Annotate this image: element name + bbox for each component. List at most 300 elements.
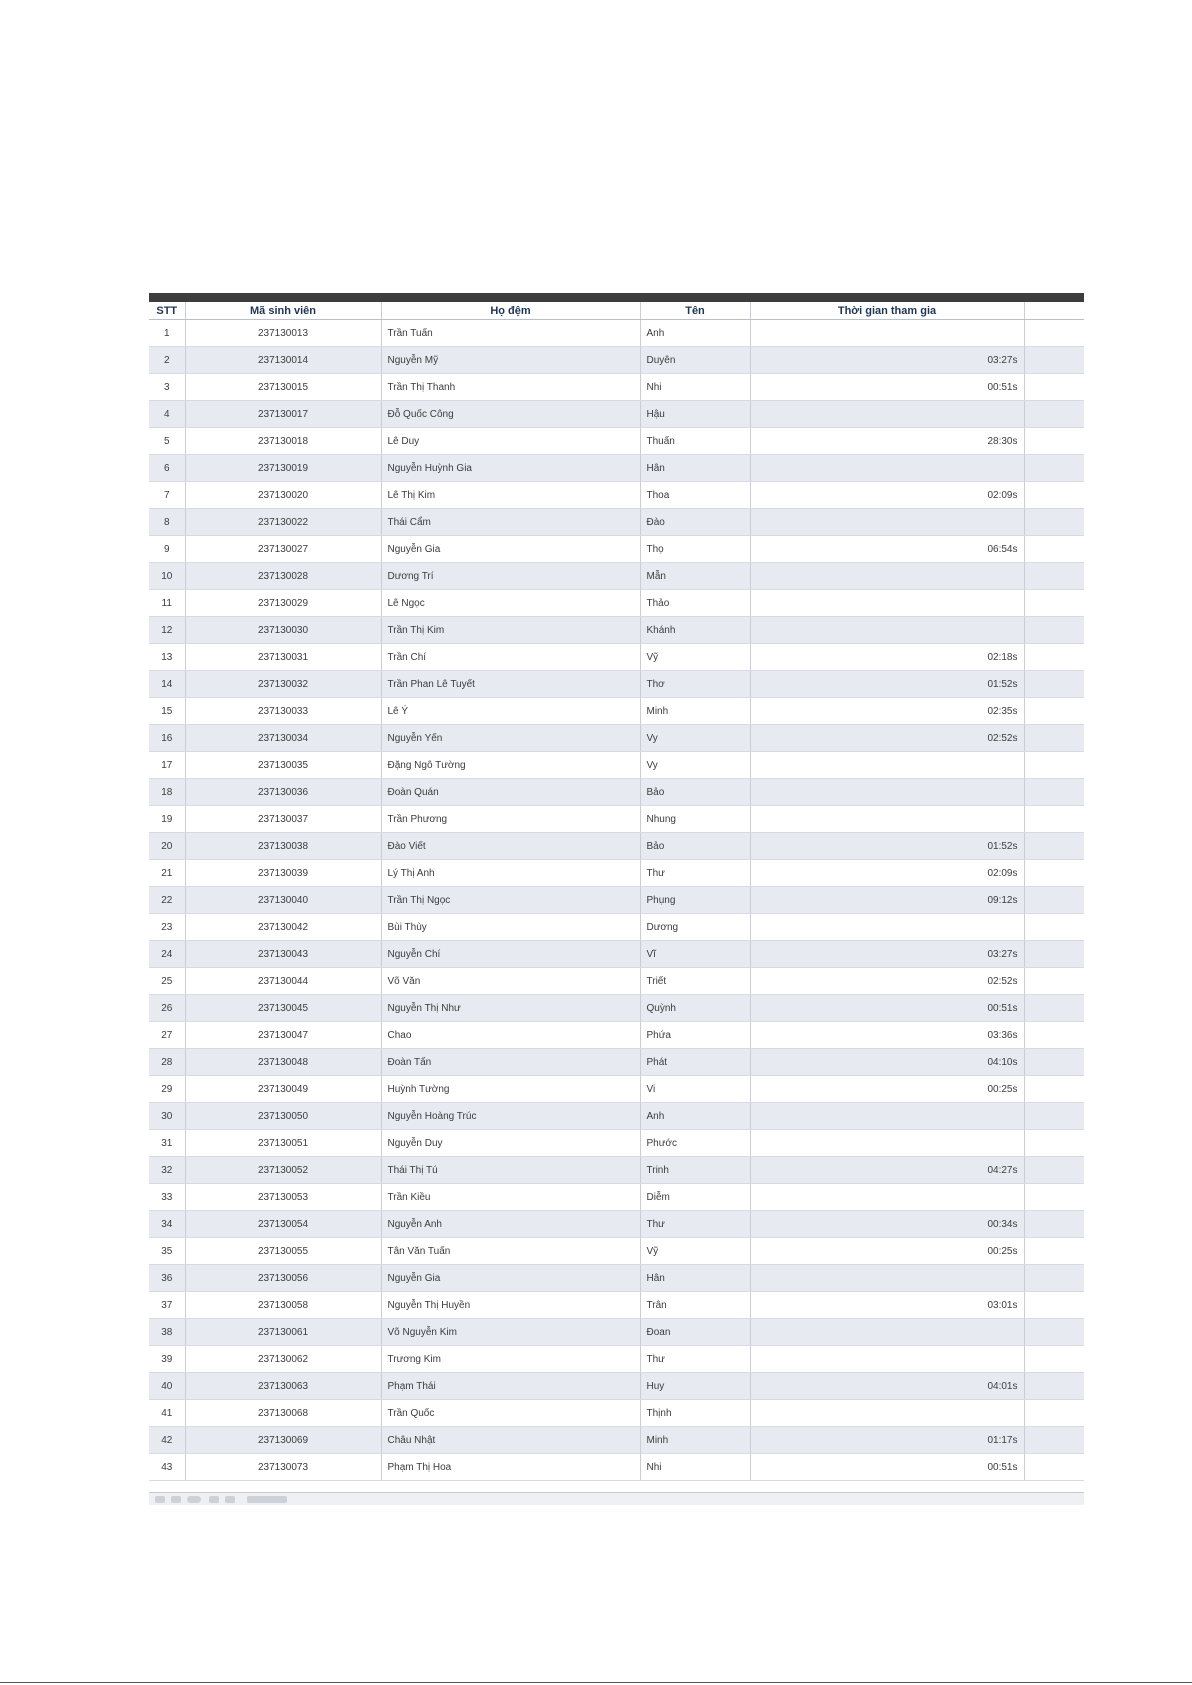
row-student-id-cell: 237130018 bbox=[185, 428, 381, 455]
row-stt-cell: 42 bbox=[149, 1427, 185, 1454]
row-attendance-time-cell: 00:51s bbox=[750, 374, 1024, 401]
row-attendance-time-cell: 00:34s bbox=[750, 1211, 1024, 1238]
row-student-id-cell: 237130022 bbox=[185, 509, 381, 536]
row-first-name-cell: Bảo bbox=[640, 833, 750, 860]
table-row[interactable] bbox=[149, 725, 1084, 752]
table-row[interactable] bbox=[149, 536, 1084, 563]
row-middle-name-cell: Thái Thị Tú bbox=[381, 1157, 640, 1184]
row-extra-cell bbox=[1024, 995, 1084, 1022]
row-student-id-cell: 237130061 bbox=[185, 1319, 381, 1346]
row-student-id-cell: 237130056 bbox=[185, 1265, 381, 1292]
row-attendance-time-cell: 04:01s bbox=[750, 1373, 1024, 1400]
row-middle-name-cell: Đoàn Tấn bbox=[381, 1049, 640, 1076]
row-extra-cell bbox=[1024, 1292, 1084, 1319]
row-stt-cell: 5 bbox=[149, 428, 185, 455]
row-attendance-time-cell: 02:09s bbox=[750, 482, 1024, 509]
first-page-icon[interactable] bbox=[155, 1496, 165, 1503]
row-middle-name-cell: Đào Viết bbox=[381, 833, 640, 860]
row-attendance-time-cell bbox=[750, 563, 1024, 590]
row-attendance-time-cell bbox=[750, 806, 1024, 833]
row-middle-name-cell: Võ Văn bbox=[381, 968, 640, 995]
row-middle-name-cell: Trần Chí bbox=[381, 644, 640, 671]
row-first-name-cell: Anh bbox=[640, 320, 750, 347]
row-student-id-cell: 237130042 bbox=[185, 914, 381, 941]
row-first-name-cell: Khánh bbox=[640, 617, 750, 644]
row-middle-name-cell: Nguyễn Thị Huyền bbox=[381, 1292, 640, 1319]
row-extra-cell bbox=[1024, 1319, 1084, 1346]
row-attendance-time-cell: 03:36s bbox=[750, 1022, 1024, 1049]
row-extra-cell bbox=[1024, 1211, 1084, 1238]
table-row[interactable] bbox=[149, 806, 1084, 833]
row-first-name-cell: Nhi bbox=[640, 1454, 750, 1481]
row-attendance-time-cell bbox=[750, 320, 1024, 347]
row-student-id-cell: 237130051 bbox=[185, 1130, 381, 1157]
row-stt-cell: 8 bbox=[149, 509, 185, 536]
row-student-id-cell: 237130036 bbox=[185, 779, 381, 806]
row-extra-cell bbox=[1024, 1157, 1084, 1184]
row-first-name-cell: Vy bbox=[640, 752, 750, 779]
row-middle-name-cell: Nguyễn Hoàng Trúc bbox=[381, 1103, 640, 1130]
row-first-name-cell: Diễm bbox=[640, 1184, 750, 1211]
row-middle-name-cell: Châu Nhật bbox=[381, 1427, 640, 1454]
row-attendance-time-cell bbox=[750, 1184, 1024, 1211]
grid-pager-bar bbox=[149, 1492, 1084, 1505]
table-row[interactable] bbox=[149, 1103, 1084, 1130]
row-middle-name-cell: Trần Tuấn bbox=[381, 320, 640, 347]
row-student-id-cell: 237130032 bbox=[185, 671, 381, 698]
table-row[interactable] bbox=[149, 1049, 1084, 1076]
row-first-name-cell: Quỳnh bbox=[640, 995, 750, 1022]
row-stt-cell: 32 bbox=[149, 1157, 185, 1184]
row-attendance-time-cell: 01:52s bbox=[750, 671, 1024, 698]
table-row[interactable] bbox=[149, 995, 1084, 1022]
row-student-id-cell: 237130050 bbox=[185, 1103, 381, 1130]
row-attendance-time-cell: 28:30s bbox=[750, 428, 1024, 455]
row-extra-cell bbox=[1024, 320, 1084, 347]
row-middle-name-cell: Đặng Ngô Tường bbox=[381, 752, 640, 779]
row-attendance-time-cell: 03:27s bbox=[750, 347, 1024, 374]
table-row[interactable] bbox=[149, 455, 1084, 482]
row-first-name-cell: Minh bbox=[640, 698, 750, 725]
row-first-name-cell: Vỹ bbox=[640, 644, 750, 671]
row-stt-cell: 13 bbox=[149, 644, 185, 671]
row-middle-name-cell: Dương Trí bbox=[381, 563, 640, 590]
table-row[interactable] bbox=[149, 671, 1084, 698]
row-attendance-time-cell bbox=[750, 1319, 1024, 1346]
row-attendance-time-cell bbox=[750, 1265, 1024, 1292]
table-row[interactable] bbox=[149, 1346, 1084, 1373]
row-attendance-time-cell bbox=[750, 779, 1024, 806]
table-row[interactable] bbox=[149, 1184, 1084, 1211]
row-stt-cell: 43 bbox=[149, 1454, 185, 1481]
row-extra-cell bbox=[1024, 698, 1084, 725]
row-stt-cell: 18 bbox=[149, 779, 185, 806]
row-attendance-time-cell: 00:51s bbox=[750, 1454, 1024, 1481]
column-header-attendance-time[interactable]: Thời gian tham gia bbox=[750, 302, 1024, 320]
row-middle-name-cell: Nguyễn Gia bbox=[381, 536, 640, 563]
next-page-icon[interactable] bbox=[209, 1496, 219, 1503]
row-extra-cell bbox=[1024, 590, 1084, 617]
row-extra-cell bbox=[1024, 509, 1084, 536]
row-middle-name-cell: Trần Thị Kim bbox=[381, 617, 640, 644]
row-first-name-cell: Thọ bbox=[640, 536, 750, 563]
row-stt-cell: 26 bbox=[149, 995, 185, 1022]
row-stt-cell: 40 bbox=[149, 1373, 185, 1400]
row-extra-cell bbox=[1024, 752, 1084, 779]
table-row[interactable] bbox=[149, 1292, 1084, 1319]
row-attendance-time-cell bbox=[750, 1130, 1024, 1157]
row-stt-cell: 15 bbox=[149, 698, 185, 725]
row-first-name-cell: Phụng bbox=[640, 887, 750, 914]
table-row[interactable] bbox=[149, 428, 1084, 455]
row-attendance-time-cell: 03:01s bbox=[750, 1292, 1024, 1319]
row-student-id-cell: 237130058 bbox=[185, 1292, 381, 1319]
row-student-id-cell: 237130034 bbox=[185, 725, 381, 752]
row-stt-cell: 12 bbox=[149, 617, 185, 644]
page-size-select[interactable] bbox=[247, 1496, 287, 1503]
row-first-name-cell: Vỹ bbox=[640, 1238, 750, 1265]
row-stt-cell: 6 bbox=[149, 455, 185, 482]
row-attendance-time-cell bbox=[750, 1103, 1024, 1130]
row-middle-name-cell: Trần Kiều bbox=[381, 1184, 640, 1211]
row-extra-cell bbox=[1024, 563, 1084, 590]
row-first-name-cell: Vi bbox=[640, 1076, 750, 1103]
row-first-name-cell: Vy bbox=[640, 725, 750, 752]
row-student-id-cell: 237130031 bbox=[185, 644, 381, 671]
row-attendance-time-cell: 02:52s bbox=[750, 968, 1024, 995]
row-stt-cell: 11 bbox=[149, 590, 185, 617]
row-attendance-time-cell bbox=[750, 509, 1024, 536]
row-student-id-cell: 237130014 bbox=[185, 347, 381, 374]
row-first-name-cell: Hân bbox=[640, 1265, 750, 1292]
row-extra-cell bbox=[1024, 482, 1084, 509]
row-middle-name-cell: Trần Thị Ngọc bbox=[381, 887, 640, 914]
row-extra-cell bbox=[1024, 1130, 1084, 1157]
row-extra-cell bbox=[1024, 887, 1084, 914]
row-first-name-cell: Phứa bbox=[640, 1022, 750, 1049]
row-student-id-cell: 237130039 bbox=[185, 860, 381, 887]
row-extra-cell bbox=[1024, 1184, 1084, 1211]
column-header-student-id[interactable]: Mã sinh viên bbox=[185, 302, 381, 320]
row-extra-cell bbox=[1024, 914, 1084, 941]
row-middle-name-cell: Chao bbox=[381, 1022, 640, 1049]
row-extra-cell bbox=[1024, 725, 1084, 752]
last-page-icon[interactable] bbox=[225, 1496, 235, 1503]
table-row[interactable] bbox=[149, 1373, 1084, 1400]
row-first-name-cell: Hậu bbox=[640, 401, 750, 428]
row-extra-cell bbox=[1024, 833, 1084, 860]
row-first-name-cell: Phát bbox=[640, 1049, 750, 1076]
row-stt-cell: 22 bbox=[149, 887, 185, 914]
row-first-name-cell: Dương bbox=[640, 914, 750, 941]
row-attendance-time-cell bbox=[750, 1346, 1024, 1373]
row-first-name-cell: Bảo bbox=[640, 779, 750, 806]
row-first-name-cell: Mẫn bbox=[640, 563, 750, 590]
table-row[interactable] bbox=[149, 833, 1084, 860]
table-row[interactable] bbox=[149, 509, 1084, 536]
table-row[interactable] bbox=[149, 374, 1084, 401]
column-header-first-name[interactable]: Tên bbox=[640, 302, 750, 320]
row-middle-name-cell: Trần Quốc bbox=[381, 1400, 640, 1427]
table-row[interactable] bbox=[149, 1022, 1084, 1049]
column-header-extra[interactable] bbox=[1024, 302, 1084, 320]
row-first-name-cell: Đoan bbox=[640, 1319, 750, 1346]
row-student-id-cell: 237130052 bbox=[185, 1157, 381, 1184]
row-stt-cell: 27 bbox=[149, 1022, 185, 1049]
row-stt-cell: 33 bbox=[149, 1184, 185, 1211]
row-stt-cell: 25 bbox=[149, 968, 185, 995]
row-attendance-time-cell: 00:25s bbox=[750, 1076, 1024, 1103]
row-extra-cell bbox=[1024, 1049, 1084, 1076]
row-attendance-time-cell bbox=[750, 455, 1024, 482]
row-student-id-cell: 237130027 bbox=[185, 536, 381, 563]
row-middle-name-cell: Nguyễn Gia bbox=[381, 1265, 640, 1292]
row-student-id-cell: 237130015 bbox=[185, 374, 381, 401]
row-extra-cell bbox=[1024, 617, 1084, 644]
row-student-id-cell: 237130048 bbox=[185, 1049, 381, 1076]
row-extra-cell bbox=[1024, 1400, 1084, 1427]
row-first-name-cell: Vĩ bbox=[640, 941, 750, 968]
row-middle-name-cell: Nguyễn Huỳnh Gia bbox=[381, 455, 640, 482]
row-extra-cell bbox=[1024, 455, 1084, 482]
row-middle-name-cell: Trương Kim bbox=[381, 1346, 640, 1373]
table-row[interactable] bbox=[149, 590, 1084, 617]
row-student-id-cell: 237130062 bbox=[185, 1346, 381, 1373]
table-row[interactable] bbox=[149, 1076, 1084, 1103]
row-student-id-cell: 237130068 bbox=[185, 1400, 381, 1427]
row-first-name-cell: Phước bbox=[640, 1130, 750, 1157]
row-attendance-time-cell: 03:27s bbox=[750, 941, 1024, 968]
row-student-id-cell: 237130054 bbox=[185, 1211, 381, 1238]
table-row[interactable] bbox=[149, 1211, 1084, 1238]
row-stt-cell: 3 bbox=[149, 374, 185, 401]
table-row[interactable] bbox=[149, 779, 1084, 806]
row-middle-name-cell: Võ Nguyễn Kim bbox=[381, 1319, 640, 1346]
row-stt-cell: 31 bbox=[149, 1130, 185, 1157]
row-middle-name-cell: Nguyễn Chí bbox=[381, 941, 640, 968]
row-extra-cell bbox=[1024, 536, 1084, 563]
row-student-id-cell: 237130063 bbox=[185, 1373, 381, 1400]
row-extra-cell bbox=[1024, 1346, 1084, 1373]
row-stt-cell: 23 bbox=[149, 914, 185, 941]
table-row[interactable] bbox=[149, 968, 1084, 995]
row-student-id-cell: 237130038 bbox=[185, 833, 381, 860]
row-stt-cell: 19 bbox=[149, 806, 185, 833]
row-middle-name-cell: Nguyễn Thị Như bbox=[381, 995, 640, 1022]
row-middle-name-cell: Lê Thị Kim bbox=[381, 482, 640, 509]
row-attendance-time-cell: 02:52s bbox=[750, 725, 1024, 752]
attendance-grid bbox=[149, 293, 1084, 1505]
row-attendance-time-cell bbox=[750, 401, 1024, 428]
table-row[interactable] bbox=[149, 644, 1084, 671]
row-first-name-cell: Minh bbox=[640, 1427, 750, 1454]
table-row[interactable] bbox=[149, 860, 1084, 887]
table-row[interactable] bbox=[149, 1130, 1084, 1157]
row-middle-name-cell: Phạm Thái bbox=[381, 1373, 640, 1400]
row-student-id-cell: 237130045 bbox=[185, 995, 381, 1022]
row-first-name-cell: Thư bbox=[640, 1211, 750, 1238]
row-student-id-cell: 237130033 bbox=[185, 698, 381, 725]
row-stt-cell: 21 bbox=[149, 860, 185, 887]
row-middle-name-cell: Lý Thị Anh bbox=[381, 860, 640, 887]
row-first-name-cell: Thoa bbox=[640, 482, 750, 509]
table-row[interactable] bbox=[149, 941, 1084, 968]
row-first-name-cell: Đào bbox=[640, 509, 750, 536]
table-row[interactable] bbox=[149, 914, 1084, 941]
row-stt-cell: 4 bbox=[149, 401, 185, 428]
table-row[interactable] bbox=[149, 1400, 1084, 1427]
table-row[interactable] bbox=[149, 1265, 1084, 1292]
row-first-name-cell: Thư bbox=[640, 1346, 750, 1373]
row-first-name-cell: Triết bbox=[640, 968, 750, 995]
row-student-id-cell: 237130069 bbox=[185, 1427, 381, 1454]
row-middle-name-cell: Nguyễn Duy bbox=[381, 1130, 640, 1157]
row-extra-cell bbox=[1024, 1076, 1084, 1103]
row-extra-cell bbox=[1024, 779, 1084, 806]
row-stt-cell: 34 bbox=[149, 1211, 185, 1238]
row-middle-name-cell: Bùi Thùy bbox=[381, 914, 640, 941]
row-extra-cell bbox=[1024, 401, 1084, 428]
header-row bbox=[149, 302, 1084, 320]
row-stt-cell: 30 bbox=[149, 1103, 185, 1130]
table-row[interactable] bbox=[149, 617, 1084, 644]
row-stt-cell: 1 bbox=[149, 320, 185, 347]
row-extra-cell bbox=[1024, 1454, 1084, 1481]
row-extra-cell bbox=[1024, 1103, 1084, 1130]
row-extra-cell bbox=[1024, 1427, 1084, 1454]
row-stt-cell: 38 bbox=[149, 1319, 185, 1346]
row-attendance-time-cell bbox=[750, 914, 1024, 941]
row-extra-cell bbox=[1024, 428, 1084, 455]
row-middle-name-cell: Lê Duy bbox=[381, 428, 640, 455]
row-middle-name-cell: Phạm Thị Hoa bbox=[381, 1454, 640, 1481]
row-extra-cell bbox=[1024, 860, 1084, 887]
row-first-name-cell: Anh bbox=[640, 1103, 750, 1130]
row-stt-cell: 29 bbox=[149, 1076, 185, 1103]
row-stt-cell: 37 bbox=[149, 1292, 185, 1319]
row-extra-cell bbox=[1024, 1373, 1084, 1400]
row-first-name-cell: Huy bbox=[640, 1373, 750, 1400]
row-first-name-cell: Thơ bbox=[640, 671, 750, 698]
table-row[interactable] bbox=[149, 401, 1084, 428]
row-middle-name-cell: Đỗ Quốc Công bbox=[381, 401, 640, 428]
table-row[interactable] bbox=[149, 1238, 1084, 1265]
row-middle-name-cell: Tân Văn Tuấn bbox=[381, 1238, 640, 1265]
row-student-id-cell: 237130049 bbox=[185, 1076, 381, 1103]
row-first-name-cell: Thuấn bbox=[640, 428, 750, 455]
row-stt-cell: 9 bbox=[149, 536, 185, 563]
attendance-table bbox=[149, 302, 1084, 1481]
table-row[interactable] bbox=[149, 698, 1084, 725]
row-student-id-cell: 237130017 bbox=[185, 401, 381, 428]
column-header-middle-name[interactable]: Họ đệm bbox=[381, 302, 640, 320]
row-attendance-time-cell: 02:09s bbox=[750, 860, 1024, 887]
table-row[interactable] bbox=[149, 347, 1084, 374]
row-attendance-time-cell: 01:52s bbox=[750, 833, 1024, 860]
row-student-id-cell: 237130029 bbox=[185, 590, 381, 617]
row-attendance-time-cell bbox=[750, 752, 1024, 779]
row-student-id-cell: 237130073 bbox=[185, 1454, 381, 1481]
row-stt-cell: 16 bbox=[149, 725, 185, 752]
row-attendance-time-cell bbox=[750, 590, 1024, 617]
row-student-id-cell: 237130047 bbox=[185, 1022, 381, 1049]
row-stt-cell: 2 bbox=[149, 347, 185, 374]
column-header-stt[interactable]: STT bbox=[149, 302, 185, 320]
row-first-name-cell: Thư bbox=[640, 860, 750, 887]
row-stt-cell: 20 bbox=[149, 833, 185, 860]
row-attendance-time-cell bbox=[750, 1400, 1024, 1427]
row-first-name-cell: Nhung bbox=[640, 806, 750, 833]
row-middle-name-cell: Trần Phan Lê Tuyết bbox=[381, 671, 640, 698]
row-attendance-time-cell: 00:25s bbox=[750, 1238, 1024, 1265]
row-stt-cell: 36 bbox=[149, 1265, 185, 1292]
row-extra-cell bbox=[1024, 1238, 1084, 1265]
row-student-id-cell: 237130020 bbox=[185, 482, 381, 509]
row-first-name-cell: Thịnh bbox=[640, 1400, 750, 1427]
refresh-icon[interactable] bbox=[187, 1496, 201, 1503]
row-stt-cell: 28 bbox=[149, 1049, 185, 1076]
row-student-id-cell: 237130028 bbox=[185, 563, 381, 590]
row-student-id-cell: 237130019 bbox=[185, 455, 381, 482]
row-extra-cell bbox=[1024, 1022, 1084, 1049]
row-first-name-cell: Thảo bbox=[640, 590, 750, 617]
row-stt-cell: 41 bbox=[149, 1400, 185, 1427]
row-student-id-cell: 237130055 bbox=[185, 1238, 381, 1265]
prev-page-icon[interactable] bbox=[171, 1496, 181, 1503]
table-row[interactable] bbox=[149, 320, 1084, 347]
table-row[interactable] bbox=[149, 482, 1084, 509]
row-middle-name-cell: Nguyễn Mỹ bbox=[381, 347, 640, 374]
row-attendance-time-cell: 02:18s bbox=[750, 644, 1024, 671]
row-middle-name-cell: Lê Ý bbox=[381, 698, 640, 725]
row-middle-name-cell: Nguyễn Anh bbox=[381, 1211, 640, 1238]
table-row[interactable] bbox=[149, 887, 1084, 914]
row-stt-cell: 14 bbox=[149, 671, 185, 698]
row-student-id-cell: 237130043 bbox=[185, 941, 381, 968]
row-first-name-cell: Trinh bbox=[640, 1157, 750, 1184]
row-extra-cell bbox=[1024, 806, 1084, 833]
row-extra-cell bbox=[1024, 374, 1084, 401]
row-first-name-cell: Hân bbox=[640, 455, 750, 482]
row-first-name-cell: Duyên bbox=[640, 347, 750, 374]
row-middle-name-cell: Lê Ngọc bbox=[381, 590, 640, 617]
table-row[interactable] bbox=[149, 752, 1084, 779]
row-middle-name-cell: Nguyễn Yến bbox=[381, 725, 640, 752]
row-stt-cell: 35 bbox=[149, 1238, 185, 1265]
row-student-id-cell: 237130037 bbox=[185, 806, 381, 833]
table-row[interactable] bbox=[149, 1427, 1084, 1454]
row-extra-cell bbox=[1024, 347, 1084, 374]
row-middle-name-cell: Trần Phương bbox=[381, 806, 640, 833]
row-attendance-time-cell: 00:51s bbox=[750, 995, 1024, 1022]
row-attendance-time-cell: 06:54s bbox=[750, 536, 1024, 563]
row-attendance-time-cell bbox=[750, 617, 1024, 644]
row-extra-cell bbox=[1024, 941, 1084, 968]
row-student-id-cell: 237130013 bbox=[185, 320, 381, 347]
row-first-name-cell: Nhi bbox=[640, 374, 750, 401]
row-attendance-time-cell: 09:12s bbox=[750, 887, 1024, 914]
row-middle-name-cell: Huỳnh Tường bbox=[381, 1076, 640, 1103]
table-row[interactable] bbox=[149, 1319, 1084, 1346]
row-attendance-time-cell: 01:17s bbox=[750, 1427, 1024, 1454]
grid-top-bar bbox=[149, 293, 1084, 302]
row-first-name-cell: Trân bbox=[640, 1292, 750, 1319]
table-row[interactable] bbox=[149, 1157, 1084, 1184]
table-row[interactable] bbox=[149, 563, 1084, 590]
table-row[interactable] bbox=[149, 1454, 1084, 1481]
row-stt-cell: 10 bbox=[149, 563, 185, 590]
row-student-id-cell: 237130035 bbox=[185, 752, 381, 779]
